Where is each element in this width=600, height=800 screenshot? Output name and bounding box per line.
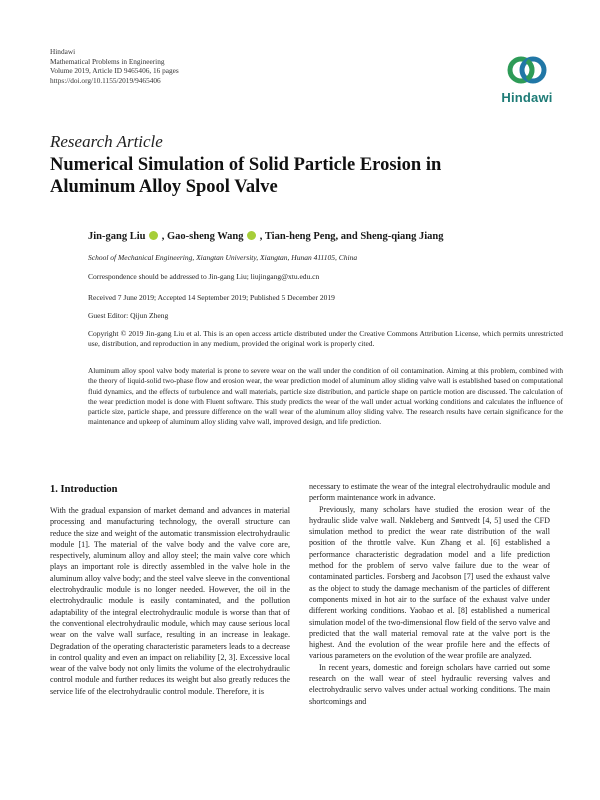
author-name[interactable]: , Tian-heng Peng, and Sheng-qiang Jiang xyxy=(259,231,444,242)
author-name[interactable]: , Gao-sheng Wang xyxy=(161,231,244,242)
body-paragraph: In recent years, domestic and foreign scholars have carried out some research on the wall wear of steel hydraulic reversing valves and electrohydraulic servo valves under actual working conditions. The main shortcomings and xyxy=(309,662,550,706)
journal-name: Mathematical Problems in Engineering xyxy=(50,56,165,66)
article-title: Numerical Simulation of Solid Particle Erosion in Aluminum Alloy Spool Valve xyxy=(50,155,442,197)
volume-info: Volume 2019, Article ID 9465406, 16 pages xyxy=(50,66,179,76)
orcid-icon[interactable] xyxy=(149,231,158,240)
publication-dates: Received 7 June 2019; Accepted 14 September 2019; Published 5 December 2019 xyxy=(88,293,335,302)
journal-header xyxy=(50,47,179,85)
article-type: Research Article xyxy=(50,132,163,151)
hindawi-logo-icon xyxy=(505,48,549,92)
author-name[interactable]: Jin-gang Liu xyxy=(88,231,146,242)
author-list xyxy=(88,231,444,242)
hindawi-logo xyxy=(497,48,557,108)
guest-editor: Guest Editor: Qijun Zheng xyxy=(88,311,169,320)
body-column-left xyxy=(50,505,290,697)
body-paragraph: necessary to estimate the wear of the integral electrohydraulic module and perform maintenance work in advance. xyxy=(309,482,550,503)
body-paragraph: Previously, many scholars have studied the erosion wear of the hydraulic slide valve wall. Nøkleberg and Søntvedt [4, 5] used the CFD simulation method to predict the wear rate distribution of the wall position of the throttle valve. Kun Zhang et al. [6] established a performance characteristic degradation model and a life prediction method for the problem of servo valve failure due to the wear of contaminated particles. Forsberg and Jacobson [7] used the exhaust valve as the object to study the damage mechanism of the particles of different components mixed in hot air to the surface of the exhaust valve under different working conditions. Yaobao et al. [8] established a numerical simulation model of the two-dimensional flow field of the servo valve and predicted that the wall material removal rate at the valve port is the highest. And the evolution of the wear profile here and the effects of various parameters on the evolution of the wear profile are analyzed. xyxy=(309,504,550,661)
affiliation: School of Mechanical Engineering, Xiangtan University, Xiangtan, Hunan 411105, China xyxy=(88,253,358,262)
body-column-right xyxy=(309,481,550,707)
publisher-name: Hindawi xyxy=(50,47,76,56)
hindawi-logo-text: Hindawi xyxy=(501,90,553,105)
correspondence: Correspondence should be addressed to Jin-gang Liu; liujingang@xtu.edu.cn xyxy=(88,272,320,281)
body-paragraph: With the gradual expansion of market demand and advances in material processing and manufacturing technology, the overall structure can reduce the size and weight of the automatic transmission electrohydraulic module [1]. The material of the valve body and the valve core are, respectively, aluminum alloy and alloy steel; the main valve core which plays an important role is directly assembled in the valve hole in the aluminum alloy valve body; and the steel valve sleeve in the conventional electrohydraulic module is no longer needed. However, the oil in the electrohydraulic module is easily contaminated, and the pollution adaptability of the integral electrohydraulic module is worse than that of the conventional electrohydraulic module, which may cause serious local wear on the valve wall surface, resulting in an increase in leakage. Degradation of the operating characteristic parameters leads to a decrease in control quality and even an impact on reliability [2, 3]. Excessive local wear of the valve body not only limits the volume of the electrohydraulic control module and further reduces its weight but also greatly reduces the service life of the electrohydraulic control module. Therefore, it is xyxy=(50,506,290,696)
abstract: Aluminum alloy spool valve body material is prone to severe wear on the wall under the condition of oil contamination. Aiming at this problem, combined with the theory of liquid-solid two-phase flow and erosion wear, the wear prediction model of aluminum alloy sliding valve wall is established based on computational fluid dynamics, and the effects of turbulence and wall materials, particle size distribution, and particle shape on particle motion are discussed. The calculation of the wear prediction model is done with Fluent software. This study predicts the wear of the wall under actual working conditions and calculates the influence of particle size, particle shape, and pressure difference on the wall wear of the aluminum alloy sliding valve. The research results have certain significance for the maintenance and upkeep of aluminum alloy sliding valve wall, improved design, and life prediction. xyxy=(88,366,563,427)
section-heading: 1. Introduction xyxy=(50,484,118,495)
orcid-icon[interactable] xyxy=(247,231,256,240)
copyright-notice: Copyright © 2019 Jin-gang Liu et al. This is an open access article distributed under the Creative Commons Attribution License, which permits unrestricted use, distribution, and reproduction in any medium, provided the original work is properly cited. xyxy=(88,329,563,348)
doi-link[interactable]: https://doi.org/10.1155/2019/9465406 xyxy=(50,75,161,85)
